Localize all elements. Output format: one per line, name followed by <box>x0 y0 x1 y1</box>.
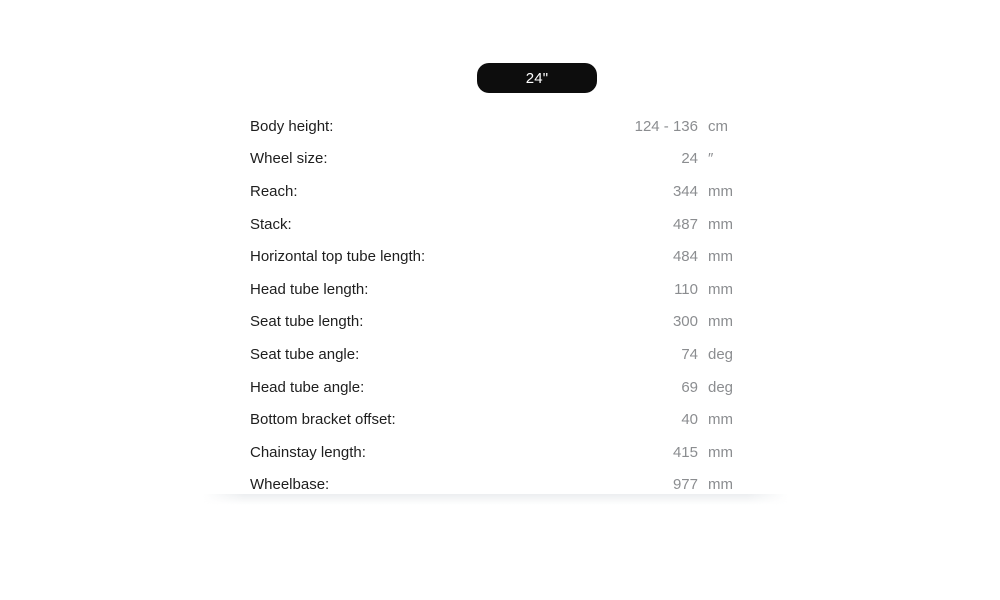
spec-label: Horizontal top tube length: <box>250 248 426 266</box>
table-row <box>250 306 744 339</box>
spec-unit: mm <box>708 280 733 298</box>
table-row <box>250 371 744 404</box>
spec-unit: mm <box>708 411 733 429</box>
spec-unit: mm <box>708 313 733 331</box>
table-row <box>250 143 744 176</box>
table-row <box>250 273 744 306</box>
spec-unit: mm <box>708 443 733 461</box>
spec-value: 110 <box>674 280 698 298</box>
spec-unit: mm <box>708 248 733 266</box>
table-row <box>250 403 744 436</box>
spec-value: 124 - 136 <box>634 117 698 135</box>
spec-unit: mm <box>708 476 733 494</box>
spec-value: 484 <box>672 248 698 266</box>
wheel-size-selector-button[interactable] <box>477 63 597 93</box>
spec-unit: deg <box>708 345 734 363</box>
spec-value: 74 <box>681 345 698 363</box>
spec-label: Wheelbase: <box>250 476 330 494</box>
spec-label: Head tube angle: <box>250 378 365 396</box>
spec-label: Seat tube length: <box>250 313 364 331</box>
table-row <box>250 469 744 502</box>
table-row <box>250 110 744 143</box>
spec-unit: ″ <box>708 150 714 168</box>
spec-label: Chainstay length: <box>250 443 366 461</box>
spec-value: 344 <box>672 182 698 200</box>
spec-unit: mm <box>708 182 733 200</box>
table-row <box>250 240 744 273</box>
spec-value: 415 <box>672 443 698 461</box>
geometry-spec-table <box>250 110 744 501</box>
spec-label: Head tube length: <box>250 280 369 298</box>
spec-label: Seat tube angle: <box>250 345 360 363</box>
spec-label: Wheel size: <box>250 150 328 168</box>
table-row <box>250 338 744 371</box>
wheel-size-selector-label: 24" <box>525 69 549 87</box>
spec-value: 300 <box>672 313 698 331</box>
spec-value: 69 <box>681 378 698 396</box>
table-row <box>250 436 744 469</box>
spec-unit: deg <box>708 378 734 396</box>
spec-label: Body height: <box>250 117 334 135</box>
spec-value: 487 <box>672 215 698 233</box>
spec-value: 24 <box>681 150 698 168</box>
spec-value: 40 <box>681 411 698 429</box>
table-row <box>250 208 744 241</box>
table-row <box>250 175 744 208</box>
spec-label: Bottom bracket offset: <box>250 411 396 429</box>
spec-unit: mm <box>708 215 733 233</box>
spec-label: Stack: <box>250 215 292 233</box>
spec-value: 977 <box>672 476 698 494</box>
spec-unit: cm <box>708 117 728 135</box>
spec-label: Reach: <box>250 182 298 200</box>
